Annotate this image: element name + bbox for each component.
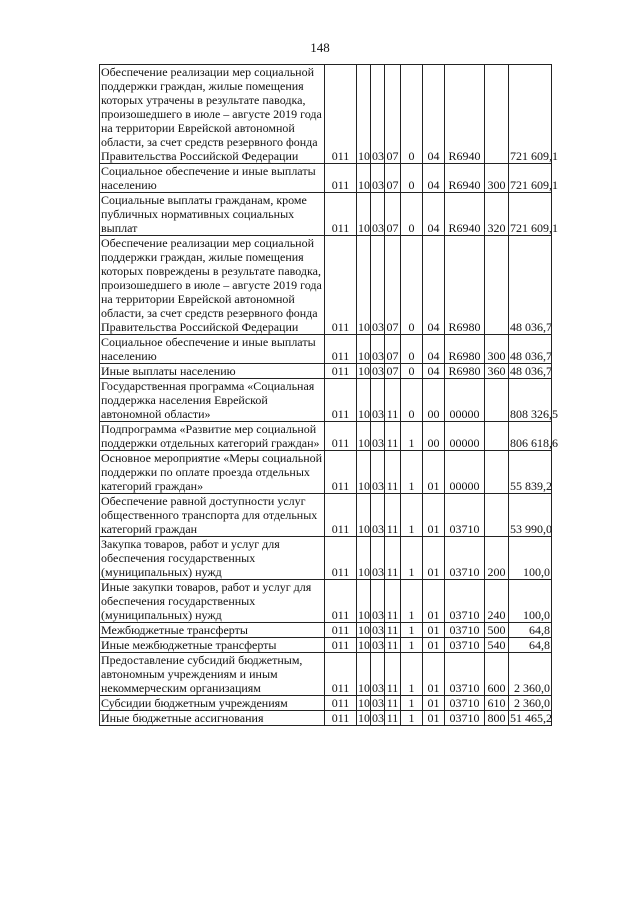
section-code: 10 bbox=[357, 335, 371, 364]
program-code: 11 bbox=[385, 696, 401, 711]
ministry-code: 011 bbox=[325, 623, 357, 638]
direction-code: 03710 bbox=[445, 711, 485, 726]
activity-code: 01 bbox=[423, 638, 445, 653]
ministry-code: 011 bbox=[325, 379, 357, 422]
row-name: Иные закупки товаров, работ и услуг для обеспечения государственных (муниципальных) нужд bbox=[100, 580, 325, 623]
direction-code: 03710 bbox=[445, 623, 485, 638]
amount: 721 609,1 bbox=[509, 164, 552, 193]
activity-code: 04 bbox=[423, 236, 445, 335]
subsection-code: 03 bbox=[371, 379, 385, 422]
expense-kind-code: 320 bbox=[485, 193, 509, 236]
subsection-code: 03 bbox=[372, 696, 384, 710]
section-code: 10 bbox=[358, 623, 370, 637]
row-name: Закупка товаров, работ и услуг для обеспечения государственных (муниципальных) нужд bbox=[100, 537, 325, 580]
expense-kind-code bbox=[485, 379, 509, 422]
activity-code: 01 bbox=[423, 696, 445, 711]
table-row bbox=[100, 711, 552, 726]
subsection-code: 03 bbox=[371, 164, 385, 193]
row-name: Предоставление субсидий бюджетным, автономным учреждениям и иным некоммерческим организациям bbox=[100, 653, 325, 696]
direction-code: R6940 bbox=[445, 65, 485, 164]
subsection-code: 03 bbox=[371, 537, 385, 580]
amount: 64,8 bbox=[509, 623, 552, 638]
direction-code: 00000 bbox=[445, 451, 485, 494]
section-code: 10 bbox=[358, 638, 370, 652]
subprogram-code: 1 bbox=[401, 451, 423, 494]
activity-code: 00 bbox=[423, 379, 445, 422]
activity-code: 04 bbox=[423, 193, 445, 236]
direction-code: 03710 bbox=[445, 494, 485, 537]
amount: 2 360,0 bbox=[509, 653, 552, 696]
row-name: Межбюджетные трансферты bbox=[100, 623, 325, 638]
expense-kind-code: 610 bbox=[485, 696, 509, 711]
table-row bbox=[100, 580, 552, 623]
table-row bbox=[100, 494, 552, 537]
subsection-code: 03 bbox=[372, 711, 384, 725]
direction-code: R6940 bbox=[445, 193, 485, 236]
activity-code: 04 bbox=[423, 335, 445, 364]
subsection-code: 03 bbox=[371, 193, 385, 236]
activity-code: 01 bbox=[423, 451, 445, 494]
table-row bbox=[100, 193, 552, 236]
page-number: 148 bbox=[310, 40, 330, 55]
subprogram-code: 1 bbox=[401, 638, 423, 653]
subprogram-code: 1 bbox=[401, 494, 423, 537]
section-code: 10 bbox=[357, 653, 371, 696]
program-code: 11 bbox=[385, 623, 401, 638]
section-code: 10 bbox=[357, 580, 371, 623]
subprogram-code: 0 bbox=[401, 335, 423, 364]
program-code: 11 bbox=[385, 422, 401, 451]
table-row bbox=[100, 653, 552, 696]
amount: 48 036,7 bbox=[509, 236, 552, 335]
subsection-code: 03 bbox=[372, 623, 384, 637]
direction-code: R6980 bbox=[445, 335, 485, 364]
amount: 721 609,1 bbox=[509, 65, 552, 164]
subsection-code: 03 bbox=[371, 422, 385, 451]
activity-code: 01 bbox=[423, 580, 445, 623]
row-name: Государственная программа «Социальная поддержка населения Еврейской автономной области» bbox=[100, 379, 325, 422]
program-code: 11 bbox=[385, 537, 401, 580]
program-code: 07 bbox=[385, 65, 401, 164]
amount: 806 618,6 bbox=[509, 422, 552, 451]
ministry-code: 011 bbox=[325, 638, 357, 653]
row-name: Социальные выплаты гражданам, кроме публичных нормативных социальных выплат bbox=[100, 193, 325, 236]
amount: 64,8 bbox=[509, 638, 552, 653]
ministry-code: 011 bbox=[325, 335, 357, 364]
program-code: 07 bbox=[386, 364, 399, 378]
section-code: 10 bbox=[357, 379, 371, 422]
expense-kind-code: 240 bbox=[485, 580, 509, 623]
table-row bbox=[100, 696, 552, 711]
program-code: 07 bbox=[385, 236, 401, 335]
section-code: 10 bbox=[358, 696, 370, 710]
subsection-code: 03 bbox=[371, 335, 385, 364]
subsection-code: 03 bbox=[372, 638, 384, 652]
direction-code: R6940 bbox=[445, 164, 485, 193]
program-code: 07 bbox=[385, 164, 401, 193]
subprogram-code: 0 bbox=[401, 193, 423, 236]
row-name: Основное мероприятие «Меры социальной поддержки по оплате проезда отдельных категорий граждан» bbox=[100, 451, 325, 494]
ministry-code: 011 bbox=[325, 236, 357, 335]
program-code: 11 bbox=[385, 494, 401, 537]
row-name: Обеспечение равной доступности услуг общественного транспорта для отдельных категорий граждан bbox=[100, 494, 325, 537]
section-code: 10 bbox=[357, 236, 371, 335]
table-row bbox=[100, 379, 552, 422]
subprogram-code: 1 bbox=[401, 696, 423, 711]
budget-table bbox=[99, 64, 558, 726]
amount: 721 609,1 bbox=[509, 193, 552, 236]
ministry-code: 011 bbox=[325, 580, 357, 623]
subsection-code: 03 bbox=[371, 580, 385, 623]
subsection-code: 03 bbox=[371, 65, 385, 164]
expense-kind-code: 300 bbox=[485, 335, 509, 364]
ministry-code: 011 bbox=[325, 65, 357, 164]
expense-kind-code bbox=[485, 494, 509, 537]
direction-code: 03710 bbox=[445, 638, 485, 653]
expense-kind-code bbox=[485, 236, 509, 335]
amount: 808 326,5 bbox=[509, 379, 552, 422]
amount: 100,0 bbox=[509, 580, 552, 623]
program-code: 07 bbox=[385, 335, 401, 364]
subprogram-code: 1 bbox=[401, 537, 423, 580]
section-code: 10 bbox=[357, 451, 371, 494]
direction-code: 00000 bbox=[445, 379, 485, 422]
subprogram-code: 0 bbox=[401, 236, 423, 335]
table-row bbox=[100, 638, 552, 653]
subsection-code: 03 bbox=[371, 494, 385, 537]
activity-code: 01 bbox=[423, 494, 445, 537]
subsection-code: 03 bbox=[371, 451, 385, 494]
direction-code: 03710 bbox=[445, 696, 485, 711]
direction-code: 03710 bbox=[445, 580, 485, 623]
ministry-code: 011 bbox=[325, 696, 357, 711]
table-row bbox=[100, 623, 552, 638]
expense-kind-code bbox=[485, 451, 509, 494]
row-name: Подпрограмма «Развитие мер социальной поддержки отдельных категорий граждан» bbox=[100, 422, 325, 451]
direction-code: 03710 bbox=[445, 537, 485, 580]
program-code: 11 bbox=[385, 653, 401, 696]
subsection-code: 03 bbox=[372, 364, 384, 378]
expense-kind-code: 200 bbox=[485, 537, 509, 580]
table-row bbox=[100, 236, 552, 335]
row-name: Субсидии бюджетным учреждениям bbox=[100, 696, 325, 711]
subprogram-code: 1 bbox=[401, 580, 423, 623]
activity-code: 01 bbox=[423, 537, 445, 580]
direction-code: 03710 bbox=[445, 653, 485, 696]
activity-code: 00 bbox=[423, 422, 445, 451]
subprogram-code: 0 bbox=[401, 364, 423, 379]
activity-code: 01 bbox=[423, 623, 445, 638]
section-code: 10 bbox=[358, 711, 370, 725]
section-code: 10 bbox=[358, 364, 370, 378]
program-code: 11 bbox=[385, 711, 401, 726]
ministry-code: 011 bbox=[325, 364, 357, 379]
program-code: 11 bbox=[385, 638, 401, 653]
subprogram-code: 1 bbox=[401, 422, 423, 451]
subprogram-code: 0 bbox=[401, 379, 423, 422]
activity-code: 04 bbox=[423, 364, 445, 379]
row-name: Обеспечение реализации мер социальной поддержки граждан, жилые помещения которых повреждены в результате паводка, произошедшего в июле – августе 2019 года на территории Еврейской автономной области, за счет средств резервного фонда Правительства Российской Федерации bbox=[100, 236, 325, 335]
activity-code: 01 bbox=[423, 653, 445, 696]
subprogram-code: 1 bbox=[401, 623, 423, 638]
ministry-code: 011 bbox=[325, 451, 357, 494]
subsection-code: 03 bbox=[371, 653, 385, 696]
program-code: 11 bbox=[385, 580, 401, 623]
amount: 100,0 bbox=[509, 537, 552, 580]
table-row bbox=[100, 335, 552, 364]
row-name: Социальное обеспечение и иные выплаты населению bbox=[100, 335, 325, 364]
direction-code: R6980 bbox=[445, 236, 485, 335]
section-code: 10 bbox=[357, 422, 371, 451]
section-code: 10 bbox=[357, 193, 371, 236]
table-row bbox=[100, 65, 552, 164]
program-code: 11 bbox=[385, 451, 401, 494]
row-name: Обеспечение реализации мер социальной поддержки граждан, жилые помещения которых утрачены в результате паводка, произошедшего в июле – августе 2019 года на территории Еврейской автономной области, за счет средств резервного фонда Правительства Российской Федерации bbox=[100, 65, 325, 164]
ministry-code: 011 bbox=[325, 164, 357, 193]
activity-code: 04 bbox=[423, 65, 445, 164]
amount: 48 036,7 bbox=[510, 364, 552, 378]
expense-kind-code: 800 bbox=[485, 711, 509, 726]
row-name: Иные межбюджетные трансферты bbox=[100, 638, 325, 653]
ministry-code: 011 bbox=[325, 653, 357, 696]
table-row bbox=[100, 451, 552, 494]
subprogram-code: 0 bbox=[401, 164, 423, 193]
row-name: Социальное обеспечение и иные выплаты населению bbox=[100, 164, 325, 193]
table-row bbox=[100, 164, 552, 193]
direction-code: 00000 bbox=[445, 422, 485, 451]
row-name: Иные выплаты населению bbox=[100, 364, 325, 379]
table-body bbox=[100, 65, 558, 726]
section-code: 10 bbox=[357, 65, 371, 164]
ministry-code: 011 bbox=[325, 537, 357, 580]
amount: 48 036,7 bbox=[509, 335, 552, 364]
activity-code: 01 bbox=[423, 711, 445, 726]
program-code: 07 bbox=[385, 193, 401, 236]
section-code: 10 bbox=[357, 494, 371, 537]
expense-kind-code: 360 bbox=[485, 364, 509, 379]
amount: 55 839,2 bbox=[509, 451, 552, 494]
expense-kind-code: 600 bbox=[485, 653, 509, 696]
section-code: 10 bbox=[357, 164, 371, 193]
table-row bbox=[100, 422, 552, 451]
row-name: Иные бюджетные ассигнования bbox=[100, 711, 325, 726]
amount: 53 990,0 bbox=[509, 494, 552, 537]
program-code: 11 bbox=[385, 379, 401, 422]
amount: 2 360,0 bbox=[509, 696, 552, 711]
ministry-code: 011 bbox=[325, 494, 357, 537]
subprogram-code: 0 bbox=[401, 65, 423, 164]
expense-kind-code: 540 bbox=[485, 638, 509, 653]
expense-kind-code: 300 bbox=[485, 164, 509, 193]
table-row bbox=[100, 364, 552, 379]
section-code: 10 bbox=[357, 537, 371, 580]
table-row bbox=[100, 537, 552, 580]
ministry-code: 011 bbox=[325, 193, 357, 236]
activity-code: 04 bbox=[423, 164, 445, 193]
expense-kind-code: 500 bbox=[485, 623, 509, 638]
amount: 51 465,2 bbox=[510, 711, 552, 725]
direction-code: R6980 bbox=[445, 364, 485, 379]
subprogram-code: 1 bbox=[401, 711, 423, 726]
expense-kind-code bbox=[485, 422, 509, 451]
subprogram-code: 1 bbox=[401, 653, 423, 696]
expense-kind-code bbox=[485, 65, 509, 164]
ministry-code: 011 bbox=[325, 422, 357, 451]
subsection-code: 03 bbox=[371, 236, 385, 335]
ministry-code: 011 bbox=[325, 711, 357, 726]
